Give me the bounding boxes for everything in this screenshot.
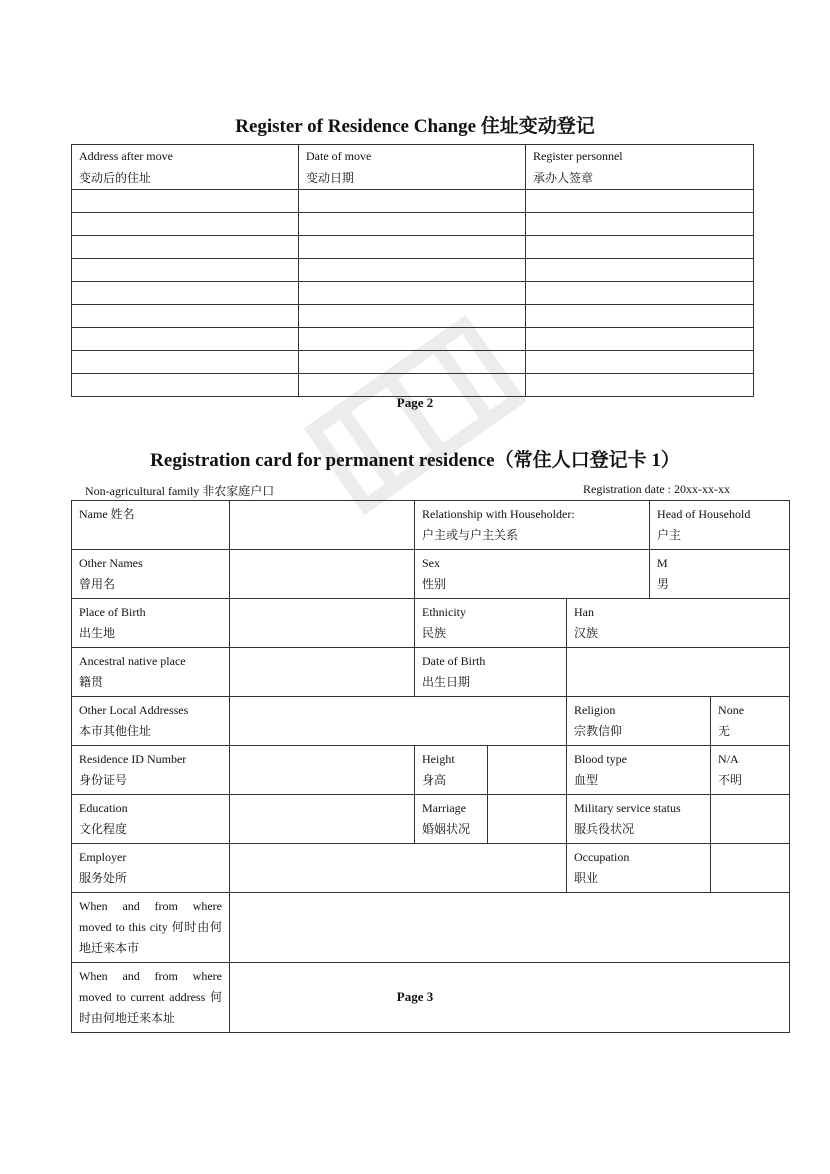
place-of-birth-row: [72, 599, 790, 648]
column-header-address: Address after move 变动后的住址: [72, 145, 299, 190]
date-cell[interactable]: [299, 236, 526, 259]
moved-city-label: When and from where moved to this city 何时由何地迁来本市: [72, 893, 230, 963]
table-header-row: [72, 145, 754, 190]
address-cell[interactable]: [72, 259, 299, 282]
place-of-birth-value[interactable]: [230, 599, 415, 648]
ancestral-label: Ancestral native place 籍贯: [72, 648, 230, 697]
military-label: Military service status 服兵役状况: [567, 795, 711, 844]
occupation-label: Occupation 职业: [567, 844, 711, 893]
table-row: [72, 259, 754, 282]
address-cell[interactable]: [72, 351, 299, 374]
blood-type-label: Blood type 血型: [567, 746, 711, 795]
education-label: Education 文化程度: [72, 795, 230, 844]
address-cell[interactable]: [72, 305, 299, 328]
ancestral-row: [72, 648, 790, 697]
moved-city-row: [72, 893, 790, 963]
height-label: Height 身高: [415, 746, 488, 795]
religion-value: None 无: [711, 697, 790, 746]
address-cell[interactable]: [72, 282, 299, 305]
page-number: Page 3: [396, 989, 434, 1004]
table-row: [72, 236, 754, 259]
name-label: Name 姓名: [72, 501, 230, 550]
address-cell[interactable]: [72, 190, 299, 213]
registration-card-table: [71, 500, 790, 1033]
personnel-cell[interactable]: [526, 282, 754, 305]
date-cell[interactable]: [299, 351, 526, 374]
ethnicity-value: Han 汉族: [567, 599, 790, 648]
registration-card-title: Registration card for permanent residence（常住人口登记卡 1）: [150, 450, 680, 471]
education-value[interactable]: [230, 795, 415, 844]
table-row: [72, 374, 754, 397]
employer-row: [72, 844, 790, 893]
other-local-value[interactable]: [230, 697, 567, 746]
other-local-row: [72, 697, 790, 746]
personnel-cell[interactable]: [526, 236, 754, 259]
column-header-date: Date of move 变动日期: [299, 145, 526, 190]
date-cell[interactable]: [299, 328, 526, 351]
personnel-cell[interactable]: [526, 351, 754, 374]
page-number: Page 2: [396, 395, 434, 410]
sex-label: Sex 性别: [415, 550, 650, 599]
column-header-personnel: Register personnel 承办人签章: [526, 145, 754, 190]
place-of-birth-label: Place of Birth 出生地: [72, 599, 230, 648]
relationship-value: Head of Household 户主: [650, 501, 790, 550]
name-row: [72, 501, 790, 550]
ethnicity-label: Ethnicity 民族: [415, 599, 567, 648]
other-names-row: [72, 550, 790, 599]
date-cell[interactable]: [299, 374, 526, 397]
residence-id-label: Residence ID Number 身份证号: [72, 746, 230, 795]
other-names-label: Other Names 曾用名: [72, 550, 230, 599]
table-row: [72, 190, 754, 213]
table-row: [72, 328, 754, 351]
residence-id-value[interactable]: [230, 746, 415, 795]
address-cell[interactable]: [72, 374, 299, 397]
blood-type-value: N/A 不明: [711, 746, 790, 795]
name-value[interactable]: [230, 501, 415, 550]
relationship-label: Relationship with Householder: 户主或与户主关系: [415, 501, 650, 550]
moved-city-value[interactable]: [230, 893, 790, 963]
address-cell[interactable]: [72, 213, 299, 236]
date-cell[interactable]: [299, 190, 526, 213]
military-value[interactable]: [711, 795, 790, 844]
other-local-label: Other Local Addresses 本市其他住址: [72, 697, 230, 746]
date-cell[interactable]: [299, 282, 526, 305]
table-row: [72, 213, 754, 236]
dob-value[interactable]: [567, 648, 790, 697]
marriage-label: Marriage 婚姻状况: [415, 795, 488, 844]
religion-label: Religion 宗教信仰: [567, 697, 711, 746]
residence-change-table: [71, 144, 754, 397]
address-cell[interactable]: [72, 328, 299, 351]
education-row: [72, 795, 790, 844]
date-cell[interactable]: [299, 213, 526, 236]
sex-value: M 男: [650, 550, 790, 599]
residence-id-row: [72, 746, 790, 795]
personnel-cell[interactable]: [526, 328, 754, 351]
moved-address-label: When and from where moved to current address 何时由何地迁来本址: [72, 963, 230, 1033]
address-cell[interactable]: [72, 236, 299, 259]
family-type-label: Non-agricultural family 非农家庭户口: [85, 484, 275, 498]
residence-change-title: Register of Residence Change 住址变动登记: [235, 116, 595, 137]
personnel-cell[interactable]: [526, 213, 754, 236]
other-names-value[interactable]: [230, 550, 415, 599]
table-row: [72, 282, 754, 305]
personnel-cell[interactable]: [526, 305, 754, 328]
occupation-value[interactable]: [711, 844, 790, 893]
employer-value[interactable]: [230, 844, 567, 893]
registration-date-label: Registration date : 20xx-xx-xx: [583, 482, 730, 496]
marriage-value[interactable]: [488, 795, 567, 844]
personnel-cell[interactable]: [526, 190, 754, 213]
employer-label: Employer 服务处所: [72, 844, 230, 893]
date-cell[interactable]: [299, 259, 526, 282]
table-row: [72, 305, 754, 328]
dob-label: Date of Birth 出生日期: [415, 648, 567, 697]
height-value[interactable]: [488, 746, 567, 795]
table-row: [72, 351, 754, 374]
date-cell[interactable]: [299, 305, 526, 328]
personnel-cell[interactable]: [526, 259, 754, 282]
ancestral-value[interactable]: [230, 648, 415, 697]
personnel-cell[interactable]: [526, 374, 754, 397]
